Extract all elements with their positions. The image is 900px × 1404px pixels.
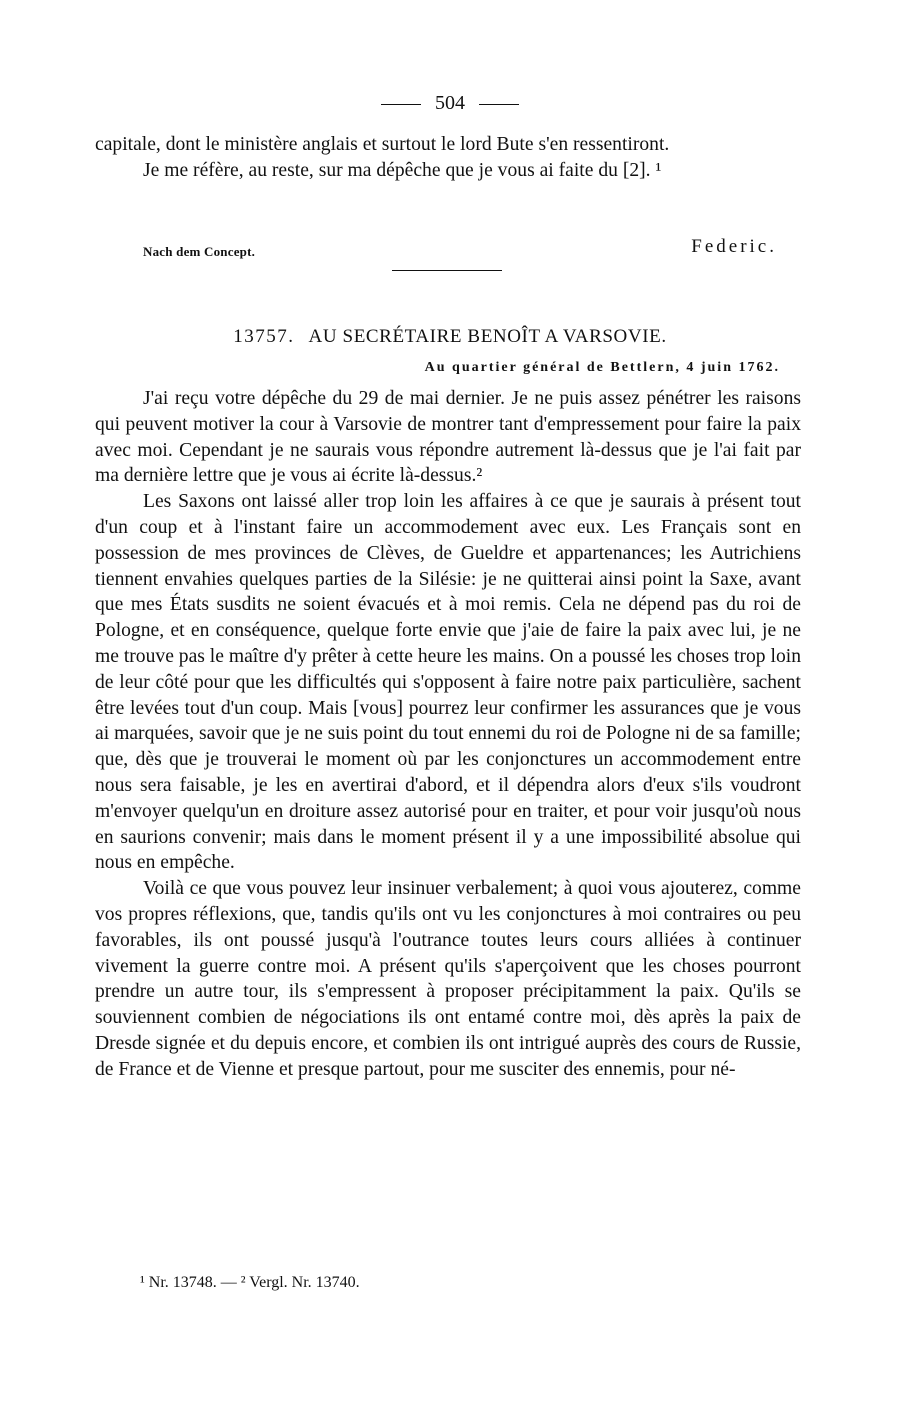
page-number bbox=[0, 90, 900, 116]
letter-paragraph: Voilà ce que vous pouvez leur insinuer verbalement; à quoi vous ajouterez, comme vos propres réflexions, que, tandis qu'ils ont vu les conjonctures à moi contraires ou peu favorables, ils ont poussé jusqu'à l'outrance toutes leurs cours alliées à continuer vivement la guerre contre moi. A présent qu'ils s'aperçoivent que les choses pourront prendre un autre tour, ils s'empressent à proposer précipitamment la paix. Qu'ils se souviennent combien de négociations ils ont entamé contre moi, dès après la paix de Dresde signée et du depuis encore, et combien ils ont intrigué auprès des cours de Russie, de France et de Vienne et presque partout, pour me susciter des ennemis, pour né- bbox=[95, 878, 801, 1080]
continuation-text bbox=[95, 132, 801, 184]
signature-row bbox=[95, 236, 801, 262]
letter-heading bbox=[0, 326, 900, 348]
section-divider bbox=[392, 270, 502, 271]
source-note: Nach dem Concept. bbox=[143, 244, 256, 259]
signature: Federic. bbox=[691, 236, 777, 257]
letter-paragraph: Les Saxons ont laissé aller trop loin les affaires à ce que je saurais à présent tout d'un coup et à l'instant faire un accommodement avec eux. Les Français sont en possession de mes provinces de Clèves, de Gueldre et appartenances; les Autrichiens tiennent envahies quelques parties de la Silésie: je ne quitterai ainsi point la Saxe, avant que mes États susdits ne soient évacués et à moi remis. Cela ne dépend pas du roi de Pologne, et en conséquence, quelque forte envie que j'aie de faire la paix avec lui, je ne me trouve pas le maître d'y prêter à cette heure les mains. On a poussé les choses trop loin de leur côté pour que les difficultés qui s'opposent à faire notre paix particulière, sachent être levées tout d'un coup. Mais [vous] pourrez leur confirmer les assurances que je vous ai marquées, savoir que je ne suis point du tout ennemi du roi de Pologne ni de sa famille; que, dès que je trouverai le moment où par les conjonctures un accommodement entre nous sera faisable, je les en avertirai d'abord, et il dépendra alors d'eux s'ils voudront m'envoyer quelqu'un en droiture assez autorisé pour en traiter, et pour voir jusqu'où nous en saurions convenir; mais dans le moment présent il y a une impossibilité absolue qui nous en empêche. bbox=[95, 491, 801, 874]
letter-body bbox=[95, 386, 801, 1083]
continuation-paragraph: capitale, dont le ministère anglais et surtout le lord Bute s'en ressentiront. bbox=[95, 134, 670, 155]
continuation-paragraph: Je me réfère, au reste, sur ma dépêche que je vous ai faite du [2]. ¹ bbox=[143, 159, 662, 181]
letter-paragraph: J'ai reçu votre dépêche du 29 de mai dernier. Je ne puis assez pénétrer les raisons qui peuvent motiver la cour à Varsovie de montrer tant d'empressement pour faire la paix avec moi. Cependant je ne saurais vous répondre autrement là-dessus que je l'ai fait par ma dernière lettre que je vous ai écrite là-dessus.² bbox=[95, 388, 801, 487]
letter-place-date: Au quartier général de Bettlern, 4 juin 1762. bbox=[424, 360, 780, 375]
page-number-text: 504 bbox=[435, 92, 465, 114]
letter-number: 13757. bbox=[233, 326, 295, 347]
page-number-dash-right bbox=[479, 104, 519, 105]
letter-title: AU SECRÉTAIRE BENOÎT A VARSOVIE. bbox=[308, 326, 667, 347]
page-number-dash-left bbox=[381, 104, 421, 105]
footnotes: ¹ Nr. 13748. — ² Vergl. Nr. 13740. bbox=[140, 1274, 360, 1291]
